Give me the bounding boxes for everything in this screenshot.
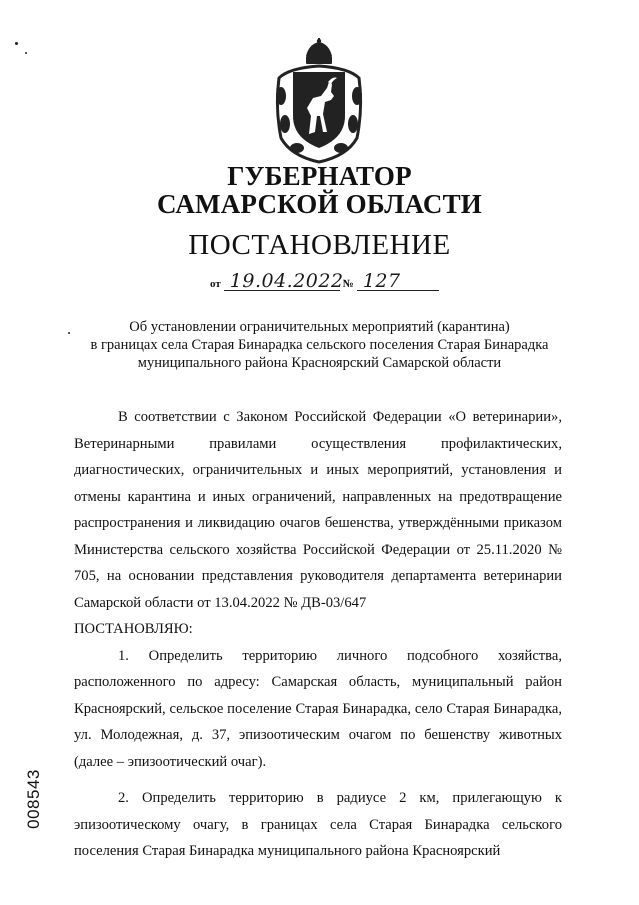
registration-number: 008543 — [24, 769, 43, 829]
scan-speck — [15, 42, 18, 45]
subject-line: в границах села Старая Бинарадка сельского поселения Старая Бинарадка — [90, 337, 549, 353]
document-subject — [0, 318, 639, 372]
document-meta — [210, 272, 439, 294]
clause-1: 1. Определить территорию личного подсобного хозяйства, расположенного по адресу: Самарская область, муниципальный район Красноярский, сельское поселение Старая Бинарадка, село Старая Бинарадка, ул. Молодежная, д. 37, эпизоотическим очагом по бешенству животных (далее – эпизоотический очаг). — [74, 647, 562, 770]
number-prefix: № — [342, 278, 354, 290]
scan-speck — [25, 52, 27, 54]
subject-line: муниципального района Красноярский Самарской области — [137, 355, 502, 371]
subject-line: Об установлении ограничительных мероприятий (карантина) — [129, 319, 510, 335]
document-number: 127 — [357, 272, 439, 291]
clause-2: 2. Определить территорию в радиусе 2 км, прилегающую к эпизоотическому очагу, в границах села Старая Бинарадка сельского поселения Старая Бинарадка муниципального района Красноярский — [74, 790, 562, 859]
coat-of-arms-emblem — [271, 38, 367, 166]
registration-stamp — [22, 764, 46, 834]
document-body — [74, 404, 562, 865]
issuer-title-line1: ГУБЕРНАТОР — [227, 161, 412, 191]
preamble-paragraph: В соответствии с Законом Российской Федерации «О ветеринарии», Ветеринарными правилами осуществления профилактических, диагностических, ограничительных и иных мероприятий, установления и отмены карантина и иных ограничений, направленных на предотвращение распространения и ликвидацию очагов бешенства, утверждёнными приказом Министерства сельского хозяйства Российской Федерации от 25.11.2020 № 705, на основании представления руководителя департамента ветеринарии Самарской области от 13.04.2022 № ДВ-03/647 — [74, 409, 562, 611]
document-date: 19.04.2022 — [224, 272, 340, 291]
issuer-title-line2: САМАРСКОЙ ОБЛАСТИ — [157, 189, 482, 219]
date-prefix: от — [210, 278, 221, 290]
document-type: ПОСТАНОВЛЕНИЕ — [188, 229, 451, 261]
resolve-heading: ПОСТАНОВЛЯЮ: — [74, 621, 193, 637]
